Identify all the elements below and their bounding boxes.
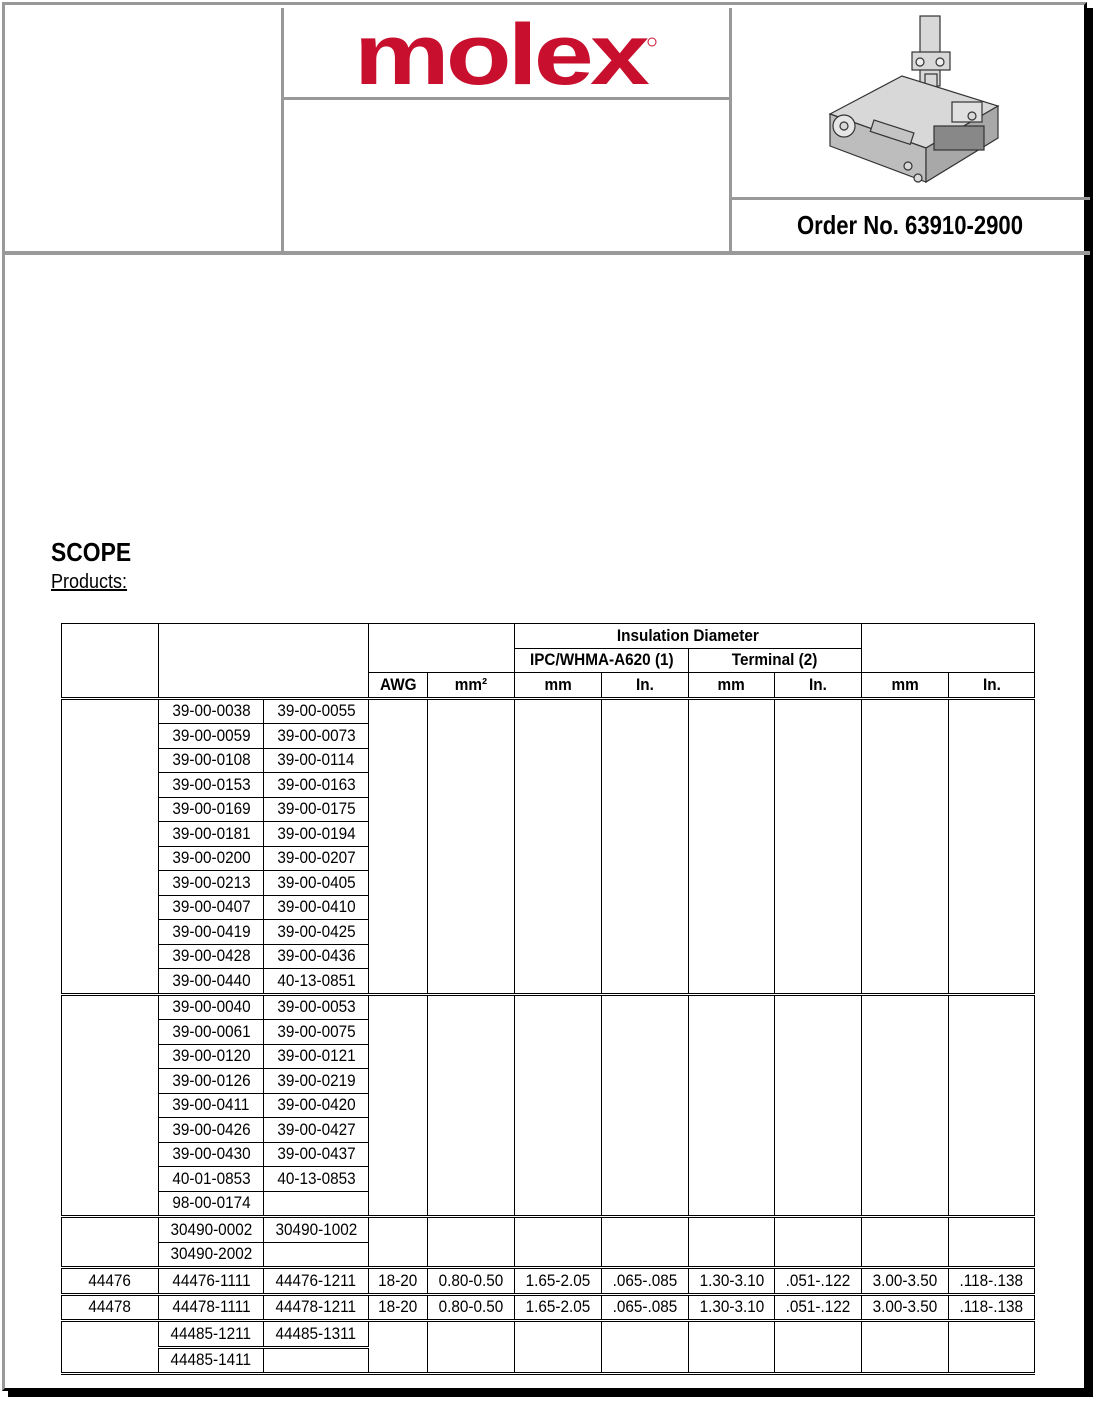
table-cell (62, 1217, 159, 1268)
table-row (62, 1294, 1035, 1321)
logo-text: molex (354, 12, 650, 94)
table-cell (862, 1268, 949, 1295)
cell-text: 39-00-0126 (171, 1070, 251, 1090)
table-cell (602, 698, 689, 994)
cell-text: 39-00-0163 (276, 774, 356, 794)
table-row (62, 994, 1035, 1020)
header-bottom-line (5, 251, 1090, 255)
cell-text: 39-00-0207 (276, 848, 356, 868)
cell-text: 39-00-0200 (171, 848, 251, 868)
table-cell (689, 1294, 775, 1321)
header-in: In. (602, 673, 689, 699)
cell-text: 44478 (88, 1297, 132, 1317)
cell-text: 39-00-0121 (276, 1046, 356, 1066)
table-cell (159, 748, 264, 773)
cell-text: 39-00-0120 (171, 1046, 251, 1066)
cell-text: 44485-1211 (170, 1323, 252, 1343)
table-cell (369, 1321, 428, 1374)
cell-text: 39-00-0053 (276, 997, 356, 1017)
table-cell (264, 944, 369, 969)
table-cell (264, 1268, 369, 1295)
table-cell (264, 698, 369, 724)
table-cell (159, 698, 264, 724)
cell-text: .051-.122 (785, 1297, 851, 1317)
table-cell (159, 846, 264, 871)
table-cell (515, 994, 602, 1217)
table-cell (159, 1347, 264, 1374)
table-cell (775, 1268, 862, 1295)
cell-text: .118-.138 (959, 1297, 1024, 1317)
table-cell (689, 1268, 775, 1295)
cell-text: 39-00-0440 (171, 970, 251, 990)
table-cell (159, 871, 264, 896)
cell-text: 3.00-3.50 (872, 1270, 938, 1290)
table-cell (264, 920, 369, 945)
cell-text: 39-00-0213 (171, 872, 251, 892)
table-cell (159, 994, 264, 1020)
cell-text: 0.80-0.50 (438, 1297, 504, 1317)
table-cell (428, 1294, 515, 1321)
table-cell (264, 1093, 369, 1118)
table-cell (428, 1268, 515, 1295)
table-cell (264, 822, 369, 847)
cell-text: 39-00-0219 (276, 1070, 356, 1090)
table-cell (62, 1294, 159, 1321)
cell-text: 39-00-0419 (171, 921, 251, 941)
table-cell (949, 994, 1035, 1217)
table-cell (264, 1191, 369, 1217)
table-cell (369, 698, 428, 994)
header-in: In. (775, 673, 862, 699)
cell-text: 44476 (88, 1270, 132, 1290)
table-cell (159, 1093, 264, 1118)
table-cell (159, 1242, 264, 1268)
table-cell (428, 994, 515, 1217)
cell-text: 30490-1002 (275, 1219, 357, 1239)
header-divider-order (732, 197, 1090, 200)
table-cell (264, 1020, 369, 1045)
header-terminal: Terminal (2) (689, 648, 862, 673)
table-row (62, 698, 1035, 724)
header-divider-left (281, 8, 284, 251)
cell-text: 39-00-0420 (276, 1095, 356, 1115)
table-cell (369, 1268, 428, 1295)
cell-text: 44476-1111 (171, 1270, 251, 1290)
cell-text: .051-.122 (785, 1270, 851, 1290)
cell-text: 44478-1211 (275, 1297, 357, 1317)
cell-text: 40-13-0853 (276, 1168, 356, 1188)
cell-text: 39-00-0436 (276, 946, 356, 966)
cell-text: 39-00-0153 (171, 774, 251, 794)
cell-text: 44478-1111 (171, 1297, 251, 1317)
cell-text: 39-00-0437 (276, 1144, 356, 1164)
table-cell (264, 773, 369, 798)
table-cell (775, 1294, 862, 1321)
table-cell (264, 1347, 369, 1374)
table-cell (159, 1069, 264, 1094)
cell-text: 39-00-0181 (171, 823, 251, 843)
table-cell (62, 994, 159, 1217)
cell-text: 39-00-0405 (276, 872, 356, 892)
cell-text: 39-00-0411 (172, 1095, 250, 1115)
table-cell (775, 1217, 862, 1268)
cell-text: 39-00-0055 (276, 701, 356, 721)
cell-text: 44485-1411 (170, 1350, 252, 1370)
table-cell (159, 1217, 264, 1243)
header-in: In. (949, 673, 1035, 699)
products-table-body (62, 698, 1035, 1374)
table-cell (264, 748, 369, 773)
cell-text: 98-00-0174 (171, 1193, 251, 1213)
cell-text: 39-00-0427 (276, 1119, 356, 1139)
table-cell (428, 1217, 515, 1268)
cell-text: .118-.138 (959, 1270, 1024, 1290)
scope-title: SCOPE (51, 537, 132, 567)
table-cell (159, 1268, 264, 1295)
table-cell (159, 773, 264, 798)
cell-text: 44485-1311 (275, 1323, 357, 1343)
table-cell (264, 846, 369, 871)
cell-text: 39-00-0073 (276, 725, 356, 745)
table-cell (62, 698, 159, 994)
table-row (62, 1321, 1035, 1348)
table-cell (862, 1294, 949, 1321)
cell-text: 39-00-0075 (276, 1021, 356, 1041)
header-blank-terminal (159, 624, 369, 699)
table-cell (602, 1321, 689, 1374)
cell-text: 39-00-0426 (171, 1119, 251, 1139)
cell-text: 40-01-0853 (171, 1168, 251, 1188)
table-cell (62, 1321, 159, 1374)
table-cell (159, 797, 264, 822)
table-cell (689, 698, 775, 994)
products-label: Products: (51, 571, 128, 593)
cell-text: 39-00-0061 (171, 1021, 251, 1041)
cell-text: 44476-1211 (275, 1270, 357, 1290)
table-cell (689, 1217, 775, 1268)
table-cell (602, 1294, 689, 1321)
table-cell (369, 1294, 428, 1321)
table-cell (159, 1044, 264, 1069)
header-mm2: mm² (428, 673, 515, 699)
cell-text: 30490-0002 (170, 1219, 252, 1239)
header-insulation-diameter: Insulation Diameter (515, 624, 862, 649)
table-cell (159, 724, 264, 749)
table-cell (264, 1294, 369, 1321)
header-divider-mid (284, 97, 729, 100)
table-cell (428, 698, 515, 994)
cell-text: 39-00-0038 (171, 701, 251, 721)
table-cell (159, 1118, 264, 1143)
cell-text: 3.00-3.50 (872, 1297, 938, 1317)
table-cell (159, 1191, 264, 1217)
header-blank-strip (862, 624, 1035, 673)
table-cell (775, 1321, 862, 1374)
header-awg: AWG (369, 673, 428, 699)
table-cell (775, 698, 862, 994)
cell-text: 18-20 (378, 1297, 418, 1317)
cell-text: 39-00-0175 (276, 799, 356, 819)
table-cell (159, 895, 264, 920)
header-mm: mm (862, 673, 949, 699)
table-cell (264, 1044, 369, 1069)
table-cell (62, 1268, 159, 1295)
table-cell (159, 1294, 264, 1321)
header-blank-series (62, 624, 159, 699)
table-cell (264, 724, 369, 749)
molex-logo (352, 12, 662, 94)
table-cell (369, 1217, 428, 1268)
table-cell (689, 994, 775, 1217)
cell-text: 1.65-2.05 (525, 1270, 591, 1290)
table-cell (949, 1321, 1035, 1374)
cell-text: 18-20 (378, 1270, 418, 1290)
table-cell (515, 1321, 602, 1374)
header-divider-right (729, 8, 732, 251)
cell-text: 39-00-0040 (171, 997, 251, 1017)
table-cell (264, 871, 369, 896)
table-cell (602, 1268, 689, 1295)
table-row (62, 1268, 1035, 1295)
table-cell (775, 994, 862, 1217)
cell-text: .065-.085 (612, 1297, 678, 1317)
crimp-tool-illustration (822, 14, 1004, 190)
table-cell (159, 969, 264, 995)
table-cell (159, 1321, 264, 1348)
table-cell (689, 1321, 775, 1374)
table-cell (602, 1217, 689, 1268)
table-cell (264, 1118, 369, 1143)
order-number: Order No. 63910-2900 (796, 210, 1024, 240)
cell-text: 39-00-0194 (276, 823, 356, 843)
cell-text: 39-00-0407 (171, 897, 251, 917)
table-cell (862, 698, 949, 994)
table-cell (602, 994, 689, 1217)
table-cell (862, 1217, 949, 1268)
table-cell (428, 1321, 515, 1374)
table-cell (515, 1268, 602, 1295)
table-cell (949, 1268, 1035, 1295)
header-mm: mm (689, 673, 775, 699)
table-cell (949, 698, 1035, 994)
cell-text: 39-00-0425 (276, 921, 356, 941)
cell-text: 1.30-3.10 (699, 1297, 764, 1317)
cell-text: .065-.085 (612, 1270, 678, 1290)
table-cell (862, 994, 949, 1217)
table-cell (159, 822, 264, 847)
table-cell (264, 895, 369, 920)
table-cell (515, 698, 602, 994)
cell-text: 0.80-0.50 (438, 1270, 504, 1290)
table-cell (159, 1167, 264, 1192)
header-ipc: IPC/WHMA-A620 (1) (515, 648, 689, 673)
table-cell (264, 1321, 369, 1348)
table-cell (264, 1069, 369, 1094)
table-cell (159, 920, 264, 945)
cell-text: 30490-2002 (170, 1244, 252, 1264)
table-cell (264, 1142, 369, 1167)
cell-text: 39-00-0430 (171, 1144, 251, 1164)
header-mm: mm (515, 673, 602, 699)
table-cell (862, 1321, 949, 1374)
table-cell (159, 944, 264, 969)
cell-text: 39-00-0410 (276, 897, 356, 917)
cell-text: 39-00-0059 (171, 725, 251, 745)
cell-text: 40-13-0851 (276, 970, 356, 990)
cell-text: 1.65-2.05 (525, 1297, 591, 1317)
table-cell (515, 1217, 602, 1268)
table-cell (264, 1167, 369, 1192)
cell-text: 39-00-0108 (171, 750, 251, 770)
cell-text: 39-00-0169 (171, 799, 251, 819)
header-blank-wire (369, 624, 515, 673)
table-cell (369, 994, 428, 1217)
table-cell (264, 994, 369, 1020)
table-cell (159, 1142, 264, 1167)
table-cell (264, 1217, 369, 1243)
cell-text: 1.30-3.10 (699, 1270, 764, 1290)
table-cell (264, 1242, 369, 1268)
table-cell (949, 1217, 1035, 1268)
table-cell (264, 969, 369, 995)
products-table (61, 623, 1035, 1375)
table-cell (949, 1294, 1035, 1321)
table-cell (515, 1294, 602, 1321)
table-row (62, 1217, 1035, 1243)
cell-text: 39-00-0114 (277, 750, 355, 770)
table-cell (264, 797, 369, 822)
table-cell (159, 1020, 264, 1045)
cell-text: 39-00-0428 (171, 946, 251, 966)
